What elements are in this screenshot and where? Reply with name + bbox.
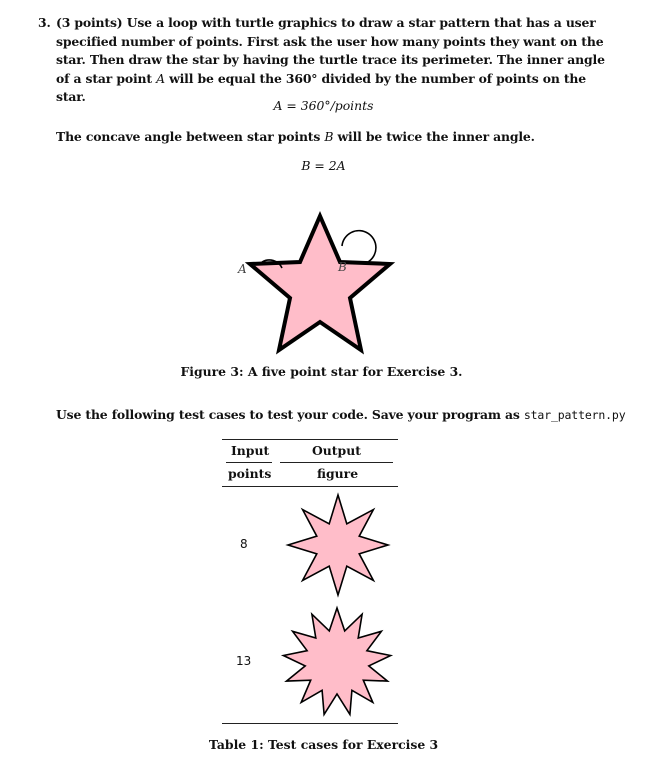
exercise-intro: Use a loop with turtle graphics to draw a star pattern that has a user specified number of points. First ask the user how many points they want on the star. Then draw the star by having the turtle trace its perimeter. The inner angle of a star point: [56, 15, 605, 86]
figure-label-b: B: [338, 260, 347, 274]
five-point-star-figure: [237, 216, 390, 350]
exercise-intro-tail: will be equal the 360° divided by the number of points on the star.: [56, 70, 587, 104]
points-label: (3 points): [56, 15, 123, 30]
table-header-rule: [222, 486, 398, 487]
program-filename: star_pattern.py: [523, 408, 626, 422]
formula-b: B = 2A: [301, 158, 346, 173]
concave-angle-text: The concave angle between star points B will be twice the inner angle.: [56, 129, 535, 144]
header-input-rule: [226, 462, 272, 463]
table-caption: Table 1: Test cases for Exercise 3: [208, 737, 439, 752]
five-point-star: [250, 216, 390, 350]
eight-point-star: [288, 495, 388, 595]
header-input: Input: [231, 443, 270, 458]
table-top-rule: [222, 439, 398, 440]
figure-caption: Figure 3: A five point star for Exercise 3.: [180, 364, 463, 379]
angle-b-arc: [342, 231, 376, 262]
exercise-number: 3.: [38, 15, 51, 30]
angle-b-variable: B: [324, 129, 334, 144]
testing-instructions: Use the following test cases to test your code. Save your program as star_pattern.py: [56, 407, 626, 422]
thirteen-point-star: [283, 608, 390, 714]
table-row-points: 8: [240, 537, 248, 551]
header-output: Output: [312, 443, 361, 458]
angle-a-variable: A: [156, 70, 165, 86]
header-output-rule: [280, 462, 393, 463]
subheader-input: points: [228, 466, 272, 481]
subheader-output: figure: [317, 466, 359, 481]
figure-label-a: A: [238, 262, 247, 276]
formula-a: A = 360°/points: [273, 98, 374, 113]
table-bottom-rule: [222, 723, 398, 724]
table-row-points: 13: [236, 654, 252, 668]
